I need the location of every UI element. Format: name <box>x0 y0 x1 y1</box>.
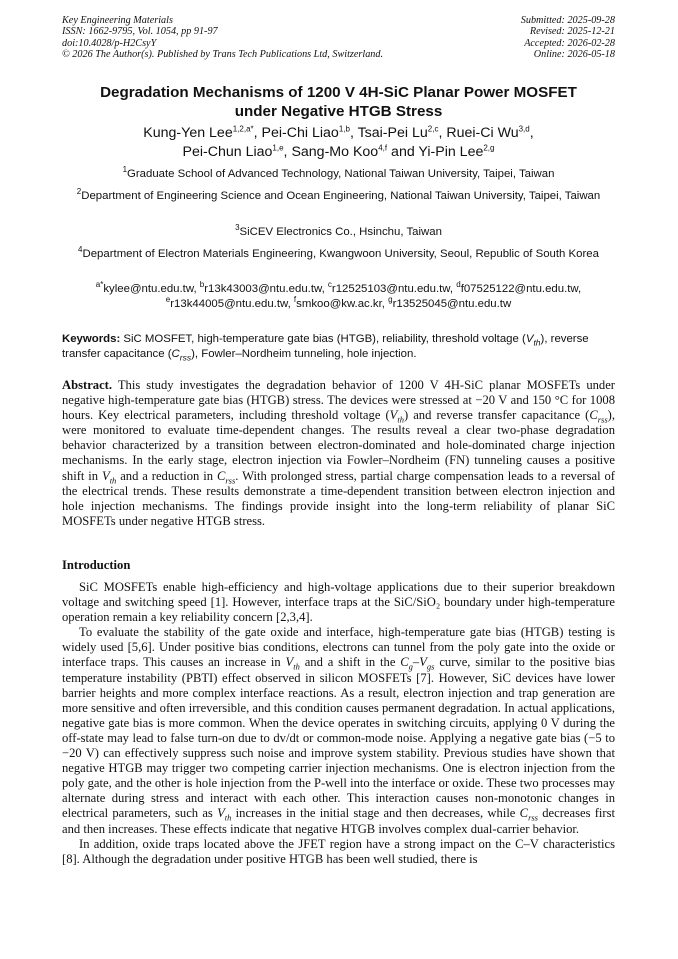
journal-name: Key Engineering Materials <box>62 15 173 26</box>
email-mark: a* <box>95 280 104 290</box>
abstract <box>62 378 615 529</box>
symbol-sub: rss <box>597 414 608 425</box>
email-line-2: $^e$r13k44005@ntu.edu.tw, $^f$smkoo@kw.ac.kr, $^g$r13525045@ntu.edu.tw <box>165 295 512 310</box>
symbol-c: C <box>589 408 598 423</box>
author-affil-mark: 4,f <box>378 143 388 153</box>
email-mark: b <box>199 280 205 290</box>
author-name: Ruei-Ci Wu <box>446 125 519 141</box>
paper-title <box>62 83 615 121</box>
affiliation-text: SiCEV Electronics Co., Hsinchu, Taiwan <box>239 226 442 238</box>
symbol-c: C <box>519 806 529 821</box>
affiliation-text: Department of Engineering Science and Ocean Engineering, National Taiwan University, Taipei, Taiwan <box>81 190 601 202</box>
email-link[interactable]: r13525045@ntu.edu.tw <box>392 298 512 310</box>
author-name: Pei-Chi Liao <box>261 125 339 141</box>
symbol-sub: g <box>408 661 413 672</box>
publication-dates <box>521 15 615 60</box>
author-line-1: Kung-Yen Lee$^{1,2,a*}$, Pei-Chi Liao$^{1,b}$, Tsai-Pei Lu$^{2,c}$, Ruei-Ci Wu$^{3,d}$, <box>143 124 534 141</box>
affiliation-number: 4 <box>78 245 83 255</box>
email-mark: d <box>456 280 461 290</box>
introduction-body <box>62 580 615 867</box>
journal-info <box>62 15 383 60</box>
affiliation-4 <box>68 247 609 262</box>
symbol-sub: th <box>224 812 232 823</box>
abstract-text: . With prolonged stress, partial charge compensation leads to a reversal of the electrical trends. These results demonstrate a time-dependent transition between electron injection and hole injection mechanisms. The findings provide insight into the long-term reliability of planar SiC MOSFETs under negative HTGB stress. <box>62 468 615 528</box>
symbol-sub: gs <box>426 661 435 672</box>
keywords-label: Keywords: <box>62 333 121 345</box>
date-revised: Revised: 2025-12-21 <box>529 26 615 38</box>
symbol-sub: th <box>533 337 541 348</box>
abstract-label: Abstract. <box>62 378 113 392</box>
email-link[interactable]: kylee@ntu.edu.tw <box>103 283 194 295</box>
author-affil-mark: 3,d <box>518 124 530 134</box>
paragraph: In addition, oxide traps located above the JFET region have a strong impact on the C–V characteristics [8]. Although the degradation under positive HTGB has been well studied, there is <box>62 836 615 866</box>
symbol-c: C <box>171 348 180 360</box>
email-link[interactable]: r12525103@ntu.edu.tw <box>331 283 450 295</box>
date-submitted: Submitted: 2025-09-28 <box>520 15 615 26</box>
author-name: Yi-Pin Lee <box>418 144 484 160</box>
author-name: Kung-Yen Lee <box>143 125 233 141</box>
title-line-2: under Negative HTGB Stress <box>234 103 443 120</box>
symbol-sub: th <box>293 661 300 672</box>
author-affil-mark: 1,e <box>272 143 284 153</box>
author-name: Pei-Chun Liao <box>182 144 273 160</box>
abstract-text: This study investigates the degradation behavior of 1200 V 4H-SiC planar MOSFETs under negative high-temperature gate bias (HTGB) stress. The devices were stressed at −20 V and 150 °C for 1008 hours. Key electrical parameters, including threshold voltage ( <box>62 378 615 423</box>
symbol-sub: th <box>109 475 117 486</box>
author-name: Sang-Mo Koo <box>291 144 379 160</box>
email-mark: f <box>293 295 297 305</box>
paragraph-text: increases in the initial stage and then decreases, while <box>231 806 520 821</box>
affiliation-3 <box>62 225 615 240</box>
symbol-sub: rss <box>528 812 538 823</box>
symbol-v: V <box>285 655 294 670</box>
author-emails <box>62 282 615 312</box>
date-accepted: Accepted: 2026-02-28 <box>524 37 615 49</box>
symbol-v: V <box>525 333 534 345</box>
keywords-text: SiC MOSFET, high-temperature gate bias (HTGB), reliability, threshold voltage ( <box>123 333 526 345</box>
keywords-text: ), Fowler–Nordheim tunneling, hole injection. <box>191 348 417 360</box>
symbol-v: V <box>217 806 225 821</box>
author-affil-mark: 1,b <box>338 124 350 134</box>
symbol-v: V <box>101 468 110 483</box>
title-line-1: Degradation Mechanisms of 1200 V 4H-SiC Planar Power MOSFET <box>100 84 577 101</box>
paragraph-text: curve, similar to the positive bias temperature instability (PBTI) effect observed in silicon MOSFETs [7]. However, SiC devices have lower barrier heights and more complex interface reactions. As a result, electron injection and trap generation are more sensitive and often irreversible, and this condition causes permanent degradation. In actual applications, negative gate bias is more common. When the device operates in switching circuits, applying 0 V during the off-state may lead to false turn-on due to dv/dt or common-mode noise. Applying a negative gate bias (−5 to −20 V) can effectively suppress such noise and improve system stability. Previous studies have shown that negative HTGB may trigger two competing carrier injection mechanisms. One is electron injection from the poly gate, and the other is hole injection from the P-well into the interface or oxide. These two processes may alternate during stress and interact with each other. This interaction causes non-monotonic changes in electrical parameters, such as <box>62 655 615 821</box>
email-link[interactable]: r13k43003@ntu.edu.tw <box>204 283 322 295</box>
symbol-v: V <box>419 655 427 670</box>
section-heading-introduction: Introduction <box>62 558 131 572</box>
email-mark: c <box>327 280 332 290</box>
author-affil-mark: 2,c <box>427 124 439 134</box>
affiliation-number: 2 <box>76 187 82 197</box>
symbol-sub: rss <box>225 475 236 486</box>
symbol-sub: rss <box>179 352 192 363</box>
abstract-text: ) and reverse transfer capacitance ( <box>403 408 590 423</box>
email-mark: g <box>388 295 393 305</box>
author-affil-mark: 2,g <box>483 143 495 153</box>
paragraph: SiC MOSFETs enable high-efficiency and high-voltage applications due to their superior breakdown voltage and switching speed [1]. However, interface traps at the SiC/SiO₂ boundary under high-temperature operation remain a key reliability concern [2,3,4]. <box>62 580 615 625</box>
journal-copyright: © 2026 The Author(s). Published by Trans Tech Publications Ltd, Switzerland. <box>62 48 384 60</box>
symbol-c: C <box>216 468 226 483</box>
paragraph-text: – <box>412 655 420 670</box>
paragraph-text: and a shift in the <box>299 655 401 670</box>
symbol-sub: th <box>397 414 404 425</box>
paragraph-text: decreases first and then increases. These effects indicate that negative HTGB involves complex dual-carrier behavior. <box>62 806 616 836</box>
email-link[interactable]: r13k44005@ntu.edu.tw <box>170 298 288 310</box>
author-affil-mark: 1,2,a* <box>232 124 254 134</box>
email-line-1: $^{a*}$kylee@ntu.edu.tw, $^b$r13k43003@ntu.edu.tw, $^c$r12525103@ntu.edu.tw, $^d$f07525122@ntu.edu.tw, <box>95 280 582 295</box>
email-mark: e <box>165 295 171 305</box>
author-line-2: Pei-Chun Liao$^{1,e}$, Sang-Mo Koo$^{4,f}$ and Yi-Pin Lee$^{2,g}$ <box>182 143 495 160</box>
abstract-text: and a reduction in <box>116 468 217 483</box>
author-list <box>62 124 615 162</box>
symbol-c: C <box>400 655 409 670</box>
paragraph <box>62 625 615 836</box>
paragraph-text: To evaluate the stability of the gate oxide and interface, high-temperature gate bias (HTGB) testing is widely used [5,6]. Under positive bias conditions, electrons can tunnel from the poly gate into the oxide or interface traps. This causes an increase in <box>62 625 615 670</box>
affiliation-text: Department of Electron Materials Engineering, Kwangwoon University, Seoul, Republic of South Korea <box>82 248 599 260</box>
affiliation-number: 1 <box>122 165 128 175</box>
author-name: Tsai-Pei Lu <box>357 125 428 141</box>
affiliation-1 <box>62 167 615 182</box>
email-link[interactable]: f07525122@ntu.edu.tw <box>460 283 579 295</box>
abstract-text: ), were monitored to evaluate time-dependent changes. The results reveal a clear two-phase degradation behavior characterized by a transition between electron-dominated and hole-dominated charge injection mechanisms. In the early stage, electron injection via Fowler–Nordheim (FN) tunneling causes a positive shift in <box>62 408 615 483</box>
date-online: Online: 2026-05-18 <box>533 48 615 60</box>
keywords <box>62 332 615 362</box>
affiliation-2 <box>68 189 609 204</box>
journal-issn: ISSN: 1662-9795, Vol. 1054, pp 91-97 <box>62 26 218 38</box>
keywords-text: ), reverse transfer capacitance ( <box>62 333 589 360</box>
journal-doi[interactable]: doi:10.4028/p-H2CsyY <box>62 37 157 49</box>
symbol-v: V <box>389 408 398 423</box>
affiliation-number: 3 <box>235 223 240 233</box>
email-link[interactable]: smkoo@kw.ac.kr <box>296 298 382 310</box>
affiliation-text: Graduate School of Advanced Technology, National Taiwan University, Taipei, Taiwan <box>127 168 555 180</box>
